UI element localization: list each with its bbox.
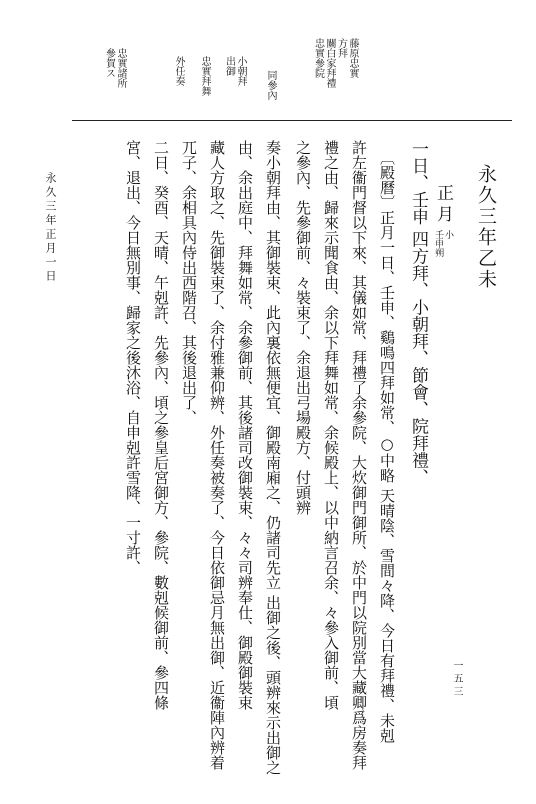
body-column: 兀子、余相具內侍出西階召、其後退出了、 — [180, 140, 198, 425]
headnote-line: 忠實拜舞 — [199, 56, 210, 96]
headnote-5 — [173, 56, 185, 86]
body-column: 之參內、先參御前、々裝束了、余退出弓場殿方、付頭辨 — [294, 140, 312, 515]
body-column: 許左衞門督以下來、其儀如常、拜禮了余參院、大炊御門御所、於中門以院別當大藏卿爲房奏拜 — [350, 140, 368, 770]
headnote-line: 藤原忠實 — [347, 38, 358, 78]
headnote-line: 關白家拜禮 — [324, 38, 335, 88]
body-column: 〔殿曆〕正月一日、壬申、鷄鳴四拜如常、○中略 天晴陰、雪間々降、今日有拜禮、未剋 — [378, 150, 396, 743]
body-column: 由、余出庭中、拜舞如常、余參御前、其後諸司改御裝束、々々司辨奉仕、御殿御裝束 — [236, 140, 254, 710]
headnote-2 — [265, 70, 277, 100]
body-column: 禮之由、歸來示聞食由、余以下拜舞如常、余候殿上、以中納言召余、々參入御前、頃 — [322, 140, 340, 710]
month-note-line: 小 — [443, 230, 453, 239]
headnote-line: 小朝拜 — [235, 56, 246, 86]
headnote-line: 忠實諸所 — [115, 48, 126, 88]
headnote-line: 出御 — [223, 56, 235, 76]
headnote-1 — [312, 38, 358, 88]
running-head: 永久三年正月一日 — [44, 172, 57, 284]
headnote-6 — [103, 48, 126, 88]
year-title: 永久三年乙未 — [475, 164, 497, 290]
headnote-line: 方拜 — [335, 38, 347, 58]
headnote-3 — [223, 56, 246, 86]
headnote-4 — [199, 56, 211, 96]
month-heading: 正月 — [433, 184, 453, 226]
header-rule — [72, 120, 512, 121]
headnote-line: 忠實參院 — [312, 38, 324, 78]
month-note — [432, 230, 452, 257]
headnote-line: 外任奏 — [173, 56, 184, 86]
body-column: 藏人方取之、先御裝束了、余付雅兼仰辨、外任奏被奏了、今日依御忌月無出御、近衞陣內辨着 — [208, 140, 226, 770]
body-column: 宮、退出、今日無別事、歸家之後沐浴、自申剋許雪降、一寸許、 — [124, 140, 142, 575]
headnote-line: 參賀ス — [103, 48, 115, 78]
body-column: 奏小朝拜由、其御裝束、此內裏依無便宜、御殿南廂之、仍諸司先立 出御之後、頭辨來示出御之 — [264, 140, 282, 775]
page-number: 一五三 — [451, 660, 462, 699]
headnote-line: 同參內 — [265, 70, 276, 100]
body-column: 二日、癸酉、天晴、午剋許、先參內、頃之參皇后宮御方、參院、數剋候御前、參四條 — [152, 140, 170, 710]
body-column: 一日、壬申 四方拜、小朝拜、節會、院拜禮、 — [408, 140, 428, 486]
month-note-line: 壬申朔 — [433, 230, 444, 257]
